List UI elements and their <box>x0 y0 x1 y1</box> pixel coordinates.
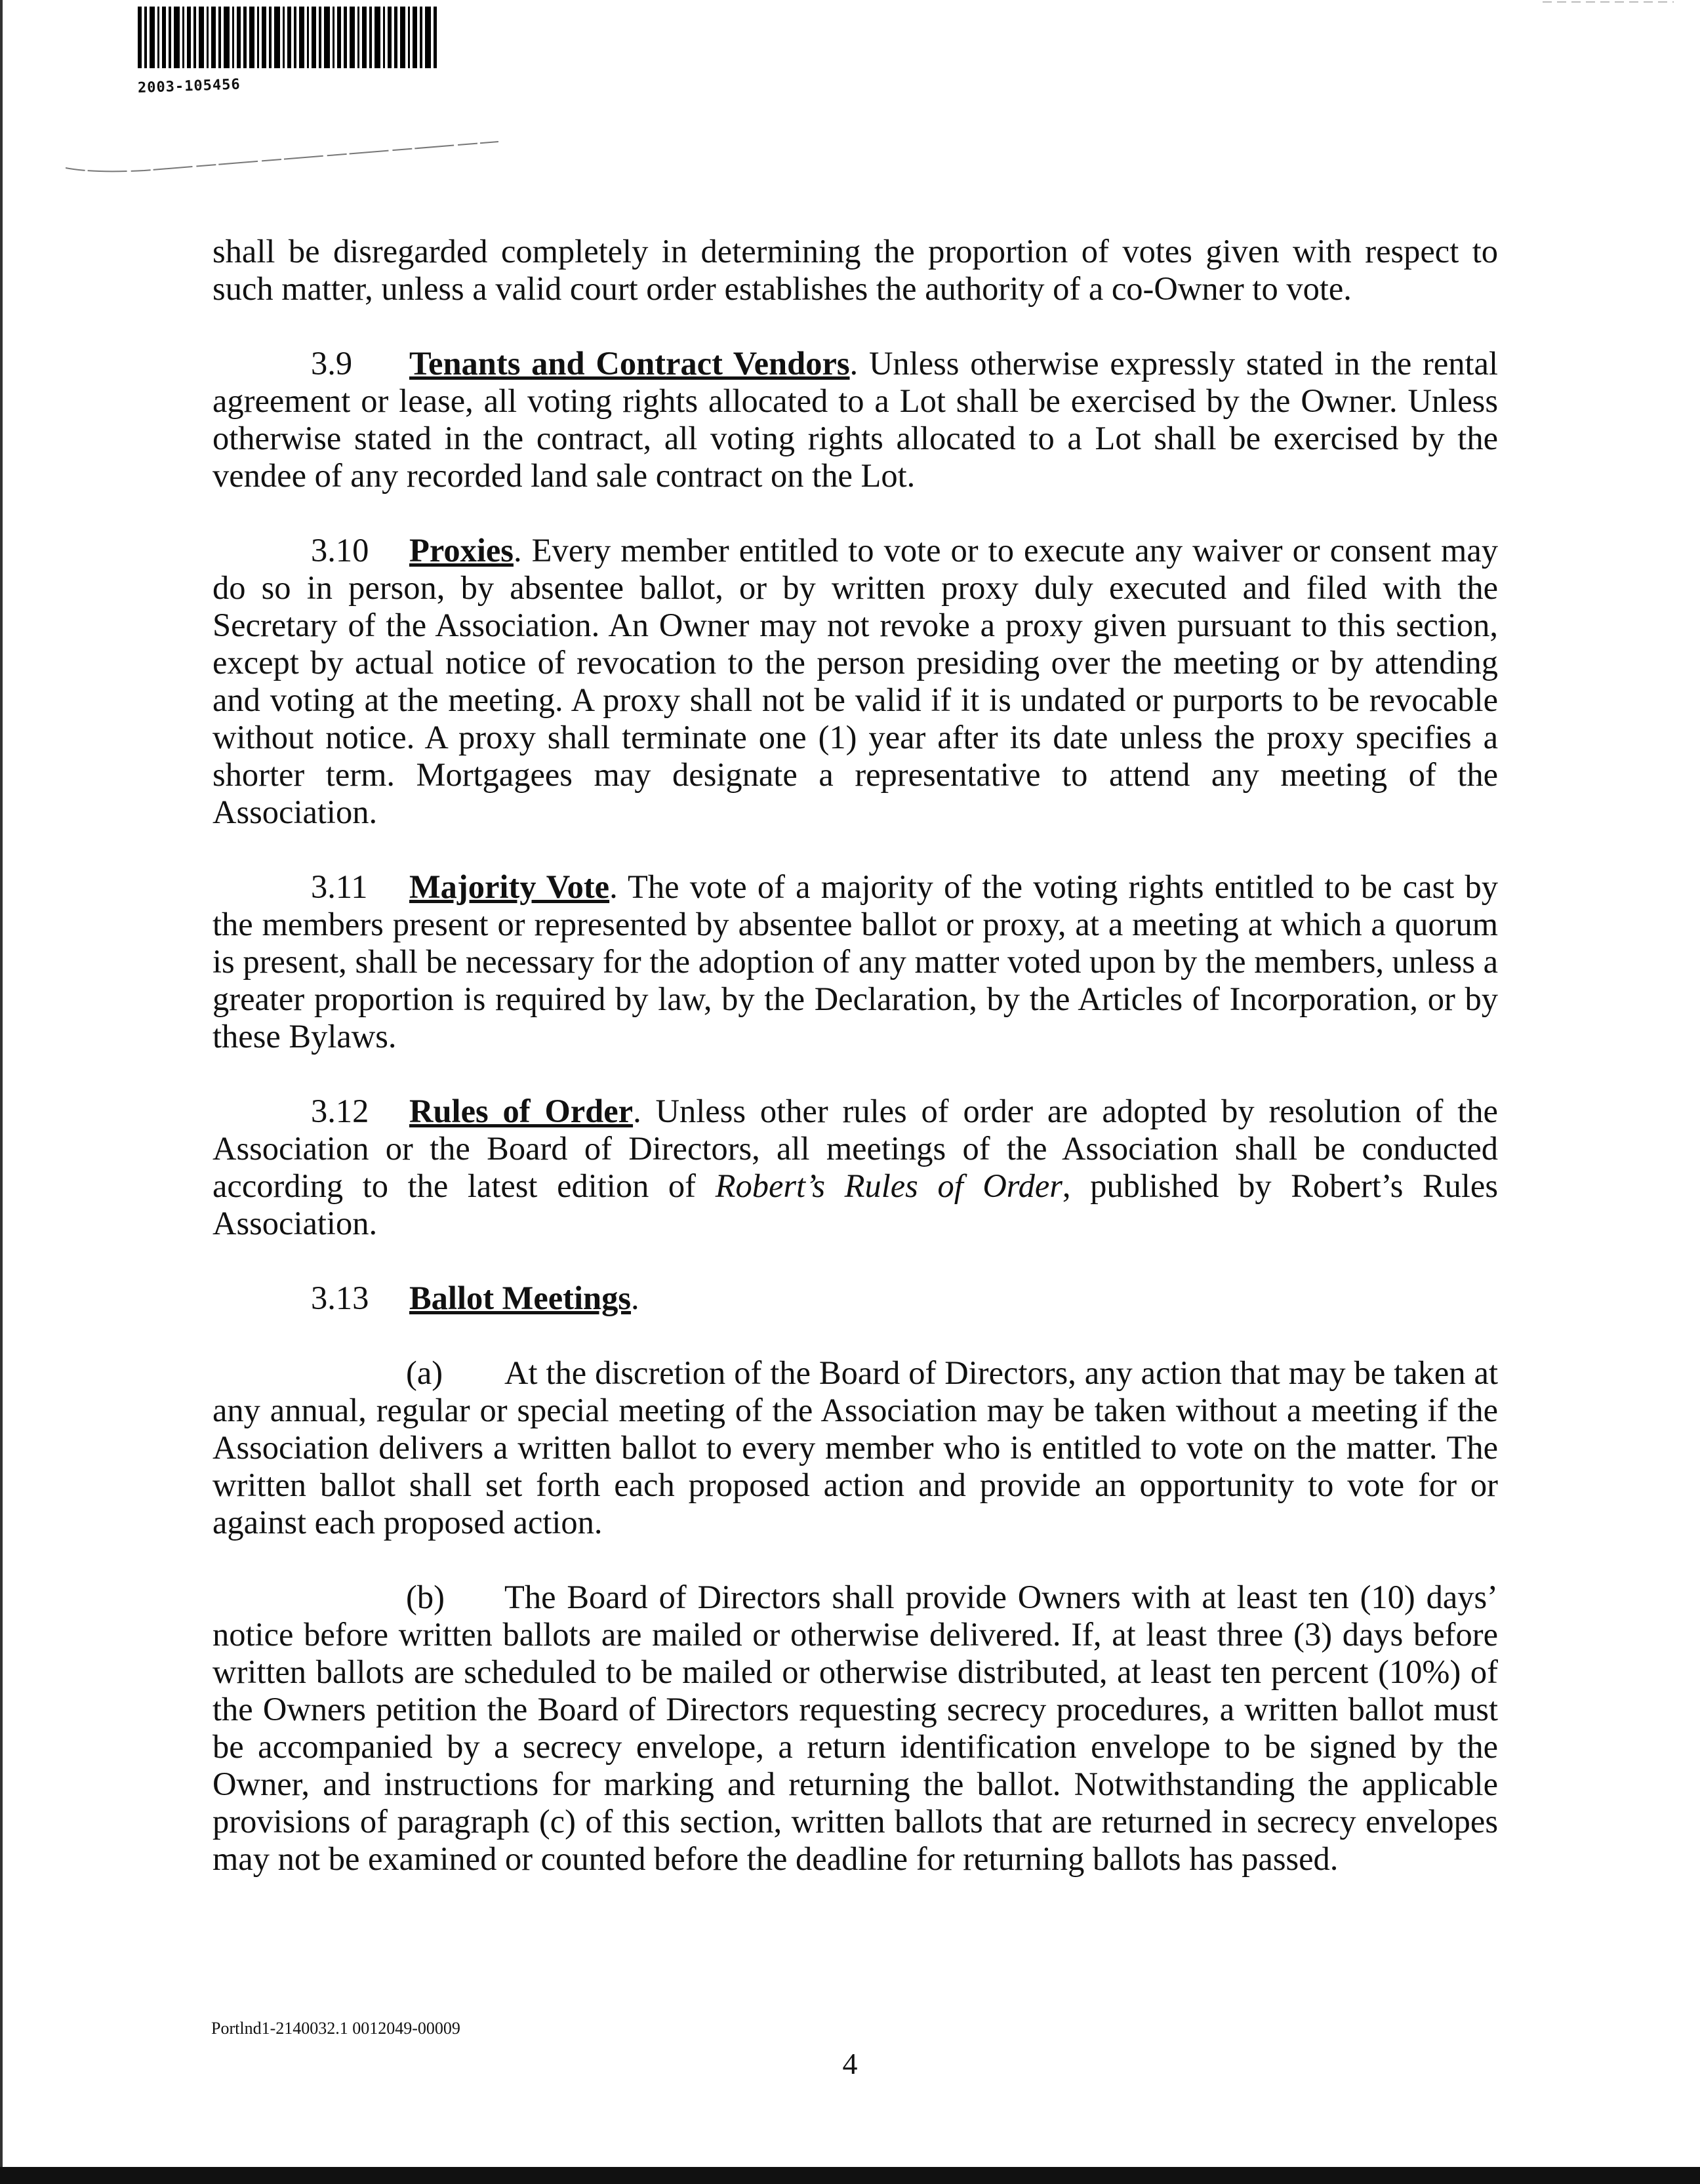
section-heading: Tenants and Contract Vendors <box>409 345 850 382</box>
section-body: . The vote of a majority of the voting rights entitled to be cast by the members present or represented by absentee ballot or proxy, at a meeting at which a quorum is present, shall be necessary for the adoption of any matter voted upon by the members, unless a greater proportion is required by law, by the Declaration, by the Articles of Incorporation, or by these Bylaws. <box>212 868 1498 1055</box>
scan-edge-left <box>0 0 3 2184</box>
scan-edge-bottom <box>0 2167 1700 2184</box>
section-body-end: , published by Robert’s Rules Association. <box>212 1167 1499 1242</box>
section-3-10 <box>212 532 1498 831</box>
intro-paragraph: shall be disregarded completely in determining the proportion of votes given with respect to such matter, unless a valid court order establishes the authority of a co-Owner to vote. <box>212 233 1498 307</box>
subsection-a <box>212 1354 1498 1541</box>
section-number: 3.13 <box>311 1280 369 1316</box>
scan-artifact-line <box>66 139 498 178</box>
footer-document-id: Portlnd1-2140032.1 0012049-00009 <box>211 2019 460 2038</box>
barcode-block <box>138 7 453 96</box>
section-body: . Unless otherwise expressly stated in the rental agreement or lease, all voting rights allocated to a Lot shall be exercised by the Owner. Unless otherwise stated in the contract, all voting rights allocated to a Lot shall be exercised by the vendee of any recorded land sale contract on the Lot. <box>212 345 1498 494</box>
section-number: 3.11 <box>311 868 368 905</box>
section-heading: Rules of Order <box>409 1093 634 1129</box>
section-number: 3.12 <box>311 1093 369 1129</box>
section-3-11 <box>212 868 1498 1055</box>
section-heading: Ballot Meetings <box>409 1280 632 1316</box>
subsection-body: The Board of Directors shall provide Owners with at least ten (10) days’ notice before written ballots are mailed or otherwise delivered. If, at least three (3) days before written ballots are scheduled to be mailed or otherwise distributed, at least ten percent (10%) of the Owners petition the Board of Directors requesting secrecy procedures, a written ballot must be accompanied by a secrecy envelope, a return identification envelope to be signed by the Owner, and instructions for marking and returning the ballot. Notwithstanding the applicable provisions of paragraph (c) of this section, written ballots that are returned in secrecy envelopes may not be examined or counted before the deadline for returning ballots has passed. <box>212 1579 1498 1877</box>
subsection-b <box>212 1579 1498 1878</box>
section-number: 3.9 <box>311 345 353 382</box>
page-number: 4 <box>842 2047 858 2080</box>
scan-mark-top-right <box>1543 0 1674 4</box>
subsection-body: At the discretion of the Board of Directors, any action that may be taken at any annual, regular or special meeting of the Association may be taken without a meeting if the Association delivers a written ballot to every member who is entitled to vote on the matter. The written ballot shall set forth each proposed action and provide an opportunity to vote for or against each proposed action. <box>212 1354 1498 1541</box>
barcode-icon <box>138 7 437 68</box>
section-body: . Every member entitled to vote or to execute any waiver or consent may do so in person, by absentee ballot, or by written proxy duly executed and filed with the Secretary of the Association. An Owner may not revoke a proxy given pursuant to this section, except by actual notice of revocation to the person presiding over the meeting or by attending and voting at the meeting. A proxy shall not be valid if it is undated or purports to be revocable without notice. A proxy shall terminate one (1) year after its date unless the proxy specifies a shorter term. Mortgagees may designate a representative to attend any meeting of the Association. <box>212 532 1498 830</box>
document-body <box>212 233 1498 1915</box>
subsection-label: (b) <box>406 1579 445 1615</box>
subsection-label: (a) <box>406 1354 443 1391</box>
barcode-number: 2003-105456 <box>137 76 241 96</box>
section-3-12 <box>212 1093 1498 1242</box>
section-body-italic: Robert’s Rules of Order <box>715 1167 1062 1204</box>
section-number: 3.10 <box>311 532 369 569</box>
section-body: . <box>631 1280 639 1316</box>
section-heading: Proxies <box>409 532 514 569</box>
section-heading: Majority Vote <box>409 868 610 905</box>
section-3-9 <box>212 345 1498 495</box>
section-body: . Unless other rules of order are adopted by resolution of the Association or the Board of Directors, all meetings of the Association shall be conducted according to the latest edition of <box>212 1093 1498 1204</box>
section-3-13 <box>212 1280 1498 1317</box>
